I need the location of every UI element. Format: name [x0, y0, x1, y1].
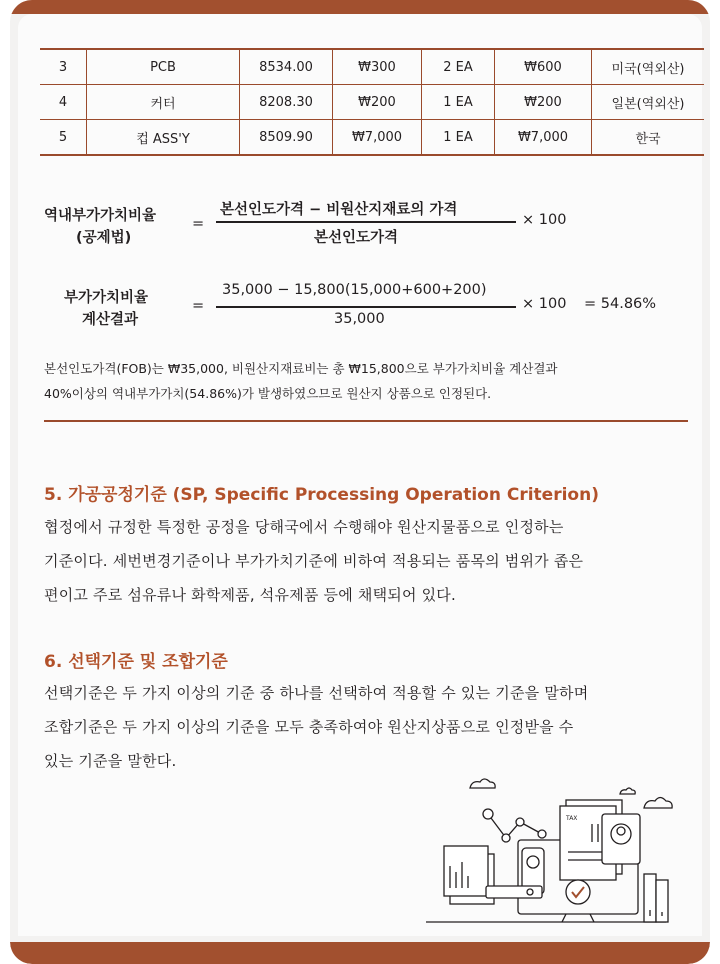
- table-cell: ₩7,000: [495, 120, 592, 156]
- formula-1-fraction-line: [216, 221, 516, 223]
- bottom-band: [10, 942, 710, 964]
- section-5-line-2: 기준이다. 세번변경기준이나 부가가치기준에 비하여 적용되는 품목의 범위가 좁은: [44, 552, 584, 570]
- formula-2-numerator: 35,000 − 15,800(15,000+600+200): [222, 282, 487, 298]
- section-6-line-2: 조합기준은 두 가지 이상의 기준을 모두 충족하여야 원산지상품으로 인정받을 수: [44, 718, 574, 736]
- table-row: [40, 49, 704, 85]
- table-cell: 2 EA: [422, 49, 495, 85]
- origin-table: [40, 48, 704, 156]
- formula-2-equals: =: [192, 298, 205, 314]
- formula-2-label-2: 계산결과: [82, 312, 139, 328]
- table-row: [40, 85, 704, 120]
- table-cell: 3: [40, 49, 87, 85]
- formula-1-label-1: 역내부가가치비율: [44, 208, 157, 224]
- formula-2-fraction-line: [216, 306, 516, 308]
- table-cell: 4: [40, 85, 87, 120]
- section-5-line-1: 협정에서 규정한 특정한 공정을 당해국에서 수행해야 원산지물품으로 인정하는: [44, 518, 564, 536]
- table-cell: 8208.30: [240, 85, 333, 120]
- table-cell: 한국: [592, 120, 705, 156]
- formula-1-equals: =: [192, 216, 205, 232]
- section-6-heading: 6. 선택기준 및 조합기준: [44, 652, 228, 672]
- summary-line-2: 40%이상의 역내부가가치(54.86%)가 발생하였으므로 원산지 상품으로 인정된다.: [44, 386, 492, 401]
- table-cell: ₩7,000: [333, 120, 422, 156]
- table-cell: 8534.00: [240, 49, 333, 85]
- cloud-icon: [620, 788, 635, 794]
- table-cell: ₩300: [333, 49, 422, 85]
- section-divider: [44, 420, 688, 422]
- table-cell: ₩200: [333, 85, 422, 120]
- table-cell: 일본(역외산): [592, 85, 705, 120]
- tax-document-illustration: [416, 770, 686, 930]
- table-cell: 미국(역외산): [592, 49, 705, 85]
- table-cell: ₩200: [495, 85, 592, 120]
- summary-line-1: 본선인도가격(FOB)는 ₩35,000, 비원산지재료비는 총 ₩15,800으로 부가가치비율 계산결과: [44, 361, 558, 376]
- formula-2-label-1: 부가가치비율: [64, 290, 149, 306]
- formula-2-denominator: 35,000: [334, 311, 385, 327]
- formula-1: [44, 204, 684, 264]
- summary-paragraph: [44, 356, 684, 406]
- section-5-body: [44, 510, 684, 612]
- formula-1-denominator: 본선인도가격: [314, 230, 399, 246]
- table-cell: 컵 ASS'Y: [87, 120, 240, 156]
- table-cell: 5: [40, 120, 87, 156]
- table-cell: 1 EA: [422, 85, 495, 120]
- table-cell: 1 EA: [422, 120, 495, 156]
- section-6-line-3: 있는 기준을 말한다.: [44, 752, 177, 770]
- table-row: [40, 120, 704, 156]
- cloud-icon: [644, 798, 672, 809]
- formula-2: [44, 282, 684, 346]
- tax-label: TAX: [566, 815, 578, 822]
- formula-2-times: × 100: [522, 296, 567, 312]
- section-6-line-1: 선택기준은 두 가지 이상의 기준 중 하나를 선택하여 적용할 수 있는 기준을 말하며: [44, 684, 589, 702]
- formula-1-label-2: (공제법): [76, 230, 132, 246]
- formula-1-numerator: 본선인도가격 − 비원산지재료의 가격: [220, 202, 458, 218]
- table-cell: 커터: [87, 85, 240, 120]
- section-5-line-3: 편이고 주로 섬유류나 화학제품, 석유제품 등에 채택되어 있다.: [44, 586, 456, 604]
- table-cell: ₩600: [495, 49, 592, 85]
- formula-2-result: = 54.86%: [584, 296, 657, 312]
- section-6-body: [44, 676, 684, 778]
- formula-1-times: × 100: [522, 212, 567, 228]
- top-band: [10, 0, 710, 14]
- table-cell: 8509.90: [240, 120, 333, 156]
- table-cell: PCB: [87, 49, 240, 85]
- section-5-heading: 5. 가공공정기준 (SP, Specific Processing Operation Criterion): [44, 485, 599, 505]
- cloud-icon: [470, 779, 495, 788]
